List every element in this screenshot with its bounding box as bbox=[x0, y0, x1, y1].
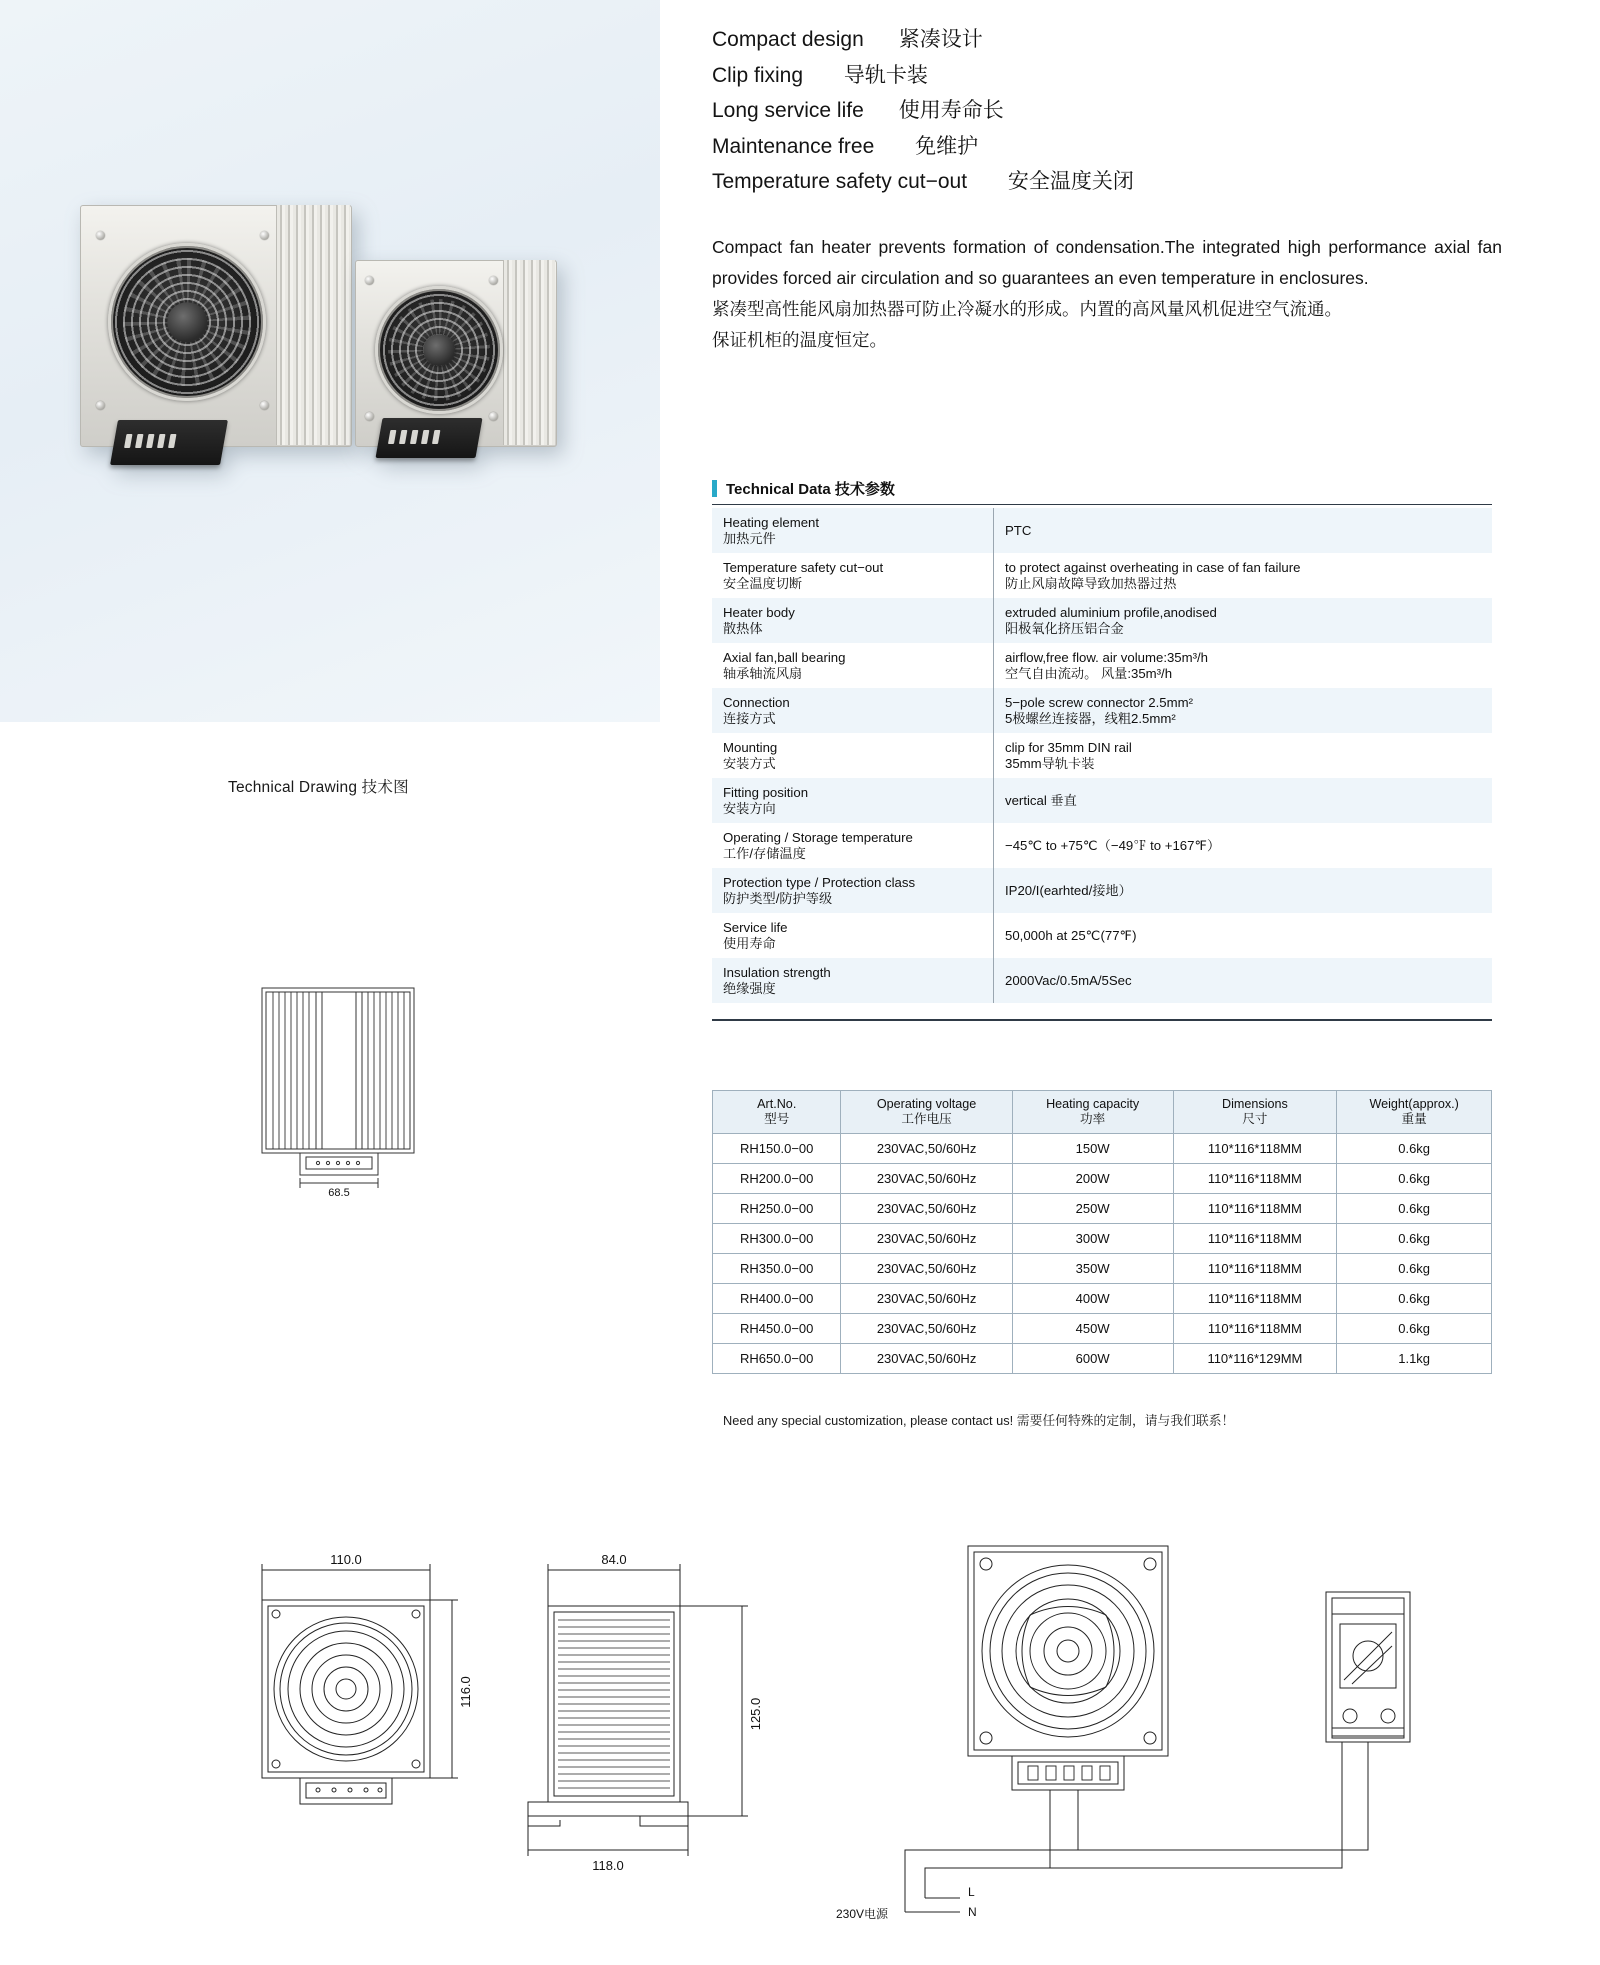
screw-icon bbox=[260, 401, 269, 410]
cell-capacity: 400W bbox=[1012, 1284, 1173, 1314]
tech-value-cn: 阳极氧化挤压铝合金 bbox=[1005, 620, 1124, 636]
tech-key-cn: 防护类型/防护等级 bbox=[723, 890, 833, 906]
column-header-capacity: Heating capacity 功率 bbox=[1012, 1091, 1173, 1134]
feature-item: Compact design 紧凑设计 bbox=[712, 28, 983, 51]
screw-icon bbox=[96, 401, 105, 410]
tech-key bbox=[712, 913, 994, 958]
tech-value bbox=[994, 778, 1493, 823]
wiring-supply-label: 230V电源 bbox=[835, 1907, 888, 1921]
table-row bbox=[713, 1284, 1492, 1314]
table-row bbox=[712, 778, 1492, 823]
tech-value bbox=[994, 868, 1493, 913]
table-row bbox=[712, 688, 1492, 733]
side-depth-label: 118.0 bbox=[592, 1858, 624, 1873]
tech-value bbox=[994, 958, 1493, 1003]
tech-key bbox=[712, 643, 994, 688]
tech-key-cn: 安全温度切断 bbox=[723, 575, 803, 591]
terminal-pins bbox=[388, 430, 440, 444]
tech-value-en: to protect against overheating in case of fan failure bbox=[1005, 560, 1301, 575]
side-height-label: 125.0 bbox=[748, 1697, 763, 1731]
tech-value bbox=[994, 823, 1493, 868]
cell-art-no: RH150.0−00 bbox=[713, 1134, 841, 1164]
tech-key-cn: 轴承轴流风扇 bbox=[723, 665, 803, 681]
tech-value-cn: 防止风扇故障导致加热器过热 bbox=[1005, 575, 1177, 591]
cell-art-no: RH250.0−00 bbox=[713, 1194, 841, 1224]
cell-voltage: 230VAC,50/60Hz bbox=[841, 1284, 1012, 1314]
screw-icon bbox=[96, 231, 105, 240]
cell-voltage: 230VAC,50/60Hz bbox=[841, 1194, 1012, 1224]
cell-art-no: RH450.0−00 bbox=[713, 1314, 841, 1344]
technical-data-title: Technical Data 技术参数 bbox=[726, 481, 895, 498]
table-header-row bbox=[713, 1091, 1492, 1134]
tech-key bbox=[712, 958, 994, 1003]
screw-icon bbox=[260, 231, 269, 240]
product-image-large-heater bbox=[80, 205, 350, 445]
tech-key-cn: 绝缘强度 bbox=[723, 980, 776, 996]
tech-value bbox=[994, 598, 1493, 643]
table-row bbox=[712, 823, 1492, 868]
feature-list bbox=[712, 22, 1512, 200]
tech-key bbox=[712, 598, 994, 643]
cell-weight: 0.6kg bbox=[1337, 1254, 1492, 1284]
cell-dimensions: 110*116*118MM bbox=[1173, 1284, 1337, 1314]
tech-key-en: Heating element bbox=[723, 515, 820, 530]
tech-value bbox=[994, 553, 1493, 598]
tech-key-en: Axial fan,ball bearing bbox=[723, 650, 846, 665]
side-width-label: 84.0 bbox=[601, 1552, 627, 1567]
description-en: Compact fan heater prevents formation of condensation.The integrated high performance axial fan provides forced air circulation and so guarantees an even temperature in enclosures. bbox=[712, 237, 1502, 288]
tech-key-en: Fitting position bbox=[723, 785, 809, 800]
feature-item: Maintenance free 免维护 bbox=[712, 134, 979, 158]
product-photo-panel bbox=[0, 0, 660, 722]
table-row bbox=[713, 1344, 1492, 1374]
tech-value-en: PTC bbox=[1005, 522, 1032, 538]
table-row bbox=[713, 1224, 1492, 1254]
cell-voltage: 230VAC,50/60Hz bbox=[841, 1224, 1012, 1254]
tech-key bbox=[712, 823, 994, 868]
tech-value bbox=[994, 913, 1493, 958]
cell-voltage: 230VAC,50/60Hz bbox=[841, 1314, 1012, 1344]
screw-icon bbox=[365, 276, 374, 285]
cell-weight: 0.6kg bbox=[1337, 1314, 1492, 1344]
feature-item: Temperature safety cut−out 安全温度关闭 bbox=[712, 170, 1134, 193]
cell-voltage: 230VAC,50/60Hz bbox=[841, 1134, 1012, 1164]
terminal-block bbox=[375, 418, 482, 458]
accent-bar-icon bbox=[712, 480, 717, 497]
screw-icon bbox=[489, 412, 498, 421]
side-drawing-width-label: 68.5 bbox=[328, 1187, 350, 1199]
model-table bbox=[712, 1090, 1492, 1374]
column-header-dimensions: Dimensions 尺寸 bbox=[1173, 1091, 1337, 1134]
tech-key bbox=[712, 553, 994, 598]
tech-value-en: vertical 垂直 bbox=[1005, 792, 1077, 808]
tech-key-en: Protection type / Protection class bbox=[723, 875, 916, 890]
table-row bbox=[713, 1134, 1492, 1164]
tech-key-en: Operating / Storage temperature bbox=[723, 830, 913, 845]
description-cn-line1: 紧凑型高性能风扇加热器可防止冷凝水的形成。内置的高风量风机促进空气流通。 bbox=[712, 299, 1342, 319]
tech-key bbox=[712, 868, 994, 913]
tech-key-en: Mounting bbox=[723, 740, 778, 755]
tech-value-cn: 35mm导轨卡装 bbox=[1005, 755, 1095, 771]
customization-note: Need any special customization, please contact us! 需要任何特殊的定制，请与我们联系！ bbox=[723, 1413, 1235, 1428]
tech-value-en: −45℃ to +75℃（−49℉ to +167℉） bbox=[1005, 837, 1221, 853]
terminal-block bbox=[110, 420, 228, 465]
tech-key bbox=[712, 778, 994, 823]
table-row bbox=[713, 1314, 1492, 1344]
wiring-l-label: L bbox=[968, 1885, 975, 1899]
tech-key bbox=[712, 733, 994, 778]
product-image-small-heater bbox=[355, 260, 555, 445]
tech-key-cn: 散热体 bbox=[723, 620, 763, 636]
cell-dimensions: 110*116*118MM bbox=[1173, 1224, 1337, 1254]
table-row bbox=[712, 508, 1492, 553]
tech-value bbox=[994, 643, 1493, 688]
tech-key bbox=[712, 688, 994, 733]
cell-art-no: RH350.0−00 bbox=[713, 1254, 841, 1284]
technical-data-table bbox=[712, 508, 1492, 1003]
heater-fins bbox=[503, 260, 555, 445]
cell-dimensions: 110*116*129MM bbox=[1173, 1344, 1337, 1374]
tech-key-cn: 加热元件 bbox=[723, 530, 776, 546]
terminal-pins bbox=[124, 434, 176, 448]
cell-capacity: 600W bbox=[1012, 1344, 1173, 1374]
cell-weight: 0.6kg bbox=[1337, 1194, 1492, 1224]
tech-value-cn: 空气自由流动。 风量:35m³/h bbox=[1005, 665, 1173, 681]
tech-value bbox=[994, 688, 1493, 733]
table-row bbox=[712, 913, 1492, 958]
tech-value-en: IP20/I(earhted/接地） bbox=[1005, 882, 1132, 898]
table-row bbox=[713, 1194, 1492, 1224]
cell-capacity: 300W bbox=[1012, 1224, 1173, 1254]
cell-capacity: 200W bbox=[1012, 1164, 1173, 1194]
tech-value-en: clip for 35mm DIN rail bbox=[1005, 740, 1132, 755]
cell-weight: 0.6kg bbox=[1337, 1224, 1492, 1254]
screw-icon bbox=[489, 276, 498, 285]
tech-key-cn: 连接方式 bbox=[723, 710, 776, 726]
cell-dimensions: 110*116*118MM bbox=[1173, 1254, 1337, 1284]
table-row bbox=[712, 868, 1492, 913]
tech-value-en: 5−pole screw connector 2.5mm² bbox=[1005, 695, 1194, 710]
feature-item: Clip fixing 导轨卡装 bbox=[712, 63, 928, 87]
fan-icon bbox=[375, 286, 503, 414]
tech-value-en: airflow,free flow. air volume:35m³/h bbox=[1005, 650, 1209, 665]
table-row bbox=[712, 733, 1492, 778]
tech-key-en: Service life bbox=[723, 920, 788, 935]
tech-key-en: Temperature safety cut−out bbox=[723, 560, 884, 575]
dimension-drawings bbox=[0, 1520, 1600, 1960]
cell-voltage: 230VAC,50/60Hz bbox=[841, 1344, 1012, 1374]
table-row bbox=[713, 1254, 1492, 1284]
product-photo-stage bbox=[70, 165, 590, 535]
technical-drawing-caption: Technical Drawing 技术图 bbox=[228, 779, 409, 796]
tech-value bbox=[994, 733, 1493, 778]
cell-weight: 0.6kg bbox=[1337, 1134, 1492, 1164]
column-header-art-no: Art.No. 型号 bbox=[713, 1091, 841, 1134]
table-row bbox=[713, 1164, 1492, 1194]
tech-key-cn: 安装方向 bbox=[723, 800, 776, 816]
side-view-drawing-bottom bbox=[528, 1564, 748, 1856]
front-height-label: 116.0 bbox=[458, 1676, 473, 1708]
tech-key-cn: 使用寿命 bbox=[723, 935, 776, 951]
cell-capacity: 250W bbox=[1012, 1194, 1173, 1224]
tech-key-en: Heater body bbox=[723, 605, 795, 620]
tech-key-en: Connection bbox=[723, 695, 790, 710]
fan-icon bbox=[108, 243, 266, 401]
feature-item: Long service life 使用寿命长 bbox=[712, 99, 1004, 122]
tech-value-cn: 5极螺丝连接器，线粗2.5mm² bbox=[1005, 710, 1176, 726]
cell-art-no: RH400.0−00 bbox=[713, 1284, 841, 1314]
screw-icon bbox=[365, 412, 374, 421]
column-header-voltage: Operating voltage 工作电压 bbox=[841, 1091, 1012, 1134]
cell-weight: 1.1kg bbox=[1337, 1344, 1492, 1374]
tech-key bbox=[712, 508, 994, 553]
table-row bbox=[712, 643, 1492, 688]
technical-data-bottom-rule bbox=[712, 1019, 1492, 1021]
table-row bbox=[712, 553, 1492, 598]
tech-value-en: extruded aluminium profile,anodised bbox=[1005, 605, 1217, 620]
cell-art-no: RH300.0−00 bbox=[713, 1224, 841, 1254]
tech-key-cn: 工作/存储温度 bbox=[723, 845, 806, 861]
front-width-label: 110.0 bbox=[330, 1552, 362, 1567]
technical-data-header bbox=[712, 478, 1492, 505]
column-header-weight: Weight(approx.) 重量 bbox=[1337, 1091, 1492, 1134]
table-row bbox=[712, 958, 1492, 1003]
tech-value-en: 50,000h at 25℃(77℉) bbox=[1005, 927, 1137, 943]
product-description bbox=[712, 232, 1502, 356]
fan-grill bbox=[111, 246, 263, 398]
fan-grill bbox=[378, 289, 500, 411]
wiring-n-label: N bbox=[968, 1905, 977, 1919]
cell-dimensions: 110*116*118MM bbox=[1173, 1164, 1337, 1194]
cell-capacity: 350W bbox=[1012, 1254, 1173, 1284]
cell-dimensions: 110*116*118MM bbox=[1173, 1134, 1337, 1164]
heater-fins bbox=[276, 205, 350, 445]
cell-capacity: 450W bbox=[1012, 1314, 1173, 1344]
tech-value-en: 2000Vac/0.5mA/5Sec bbox=[1005, 972, 1132, 988]
cell-voltage: 230VAC,50/60Hz bbox=[841, 1254, 1012, 1284]
cell-weight: 0.6kg bbox=[1337, 1164, 1492, 1194]
side-view-drawing bbox=[240, 980, 490, 1210]
description-cn-line2: 保证机柜的温度恒定。 bbox=[712, 330, 887, 350]
cell-voltage: 230VAC,50/60Hz bbox=[841, 1164, 1012, 1194]
tech-value bbox=[994, 508, 1493, 553]
front-view-drawing bbox=[262, 1564, 458, 1804]
wiring-diagram bbox=[905, 1546, 1410, 1912]
tech-key-cn: 安装方式 bbox=[723, 755, 776, 771]
cell-capacity: 150W bbox=[1012, 1134, 1173, 1164]
table-row bbox=[712, 598, 1492, 643]
tech-key-en: Insulation strength bbox=[723, 965, 831, 980]
cell-dimensions: 110*116*118MM bbox=[1173, 1314, 1337, 1344]
cell-art-no: RH650.0−00 bbox=[713, 1344, 841, 1374]
cell-dimensions: 110*116*118MM bbox=[1173, 1194, 1337, 1224]
cell-art-no: RH200.0−00 bbox=[713, 1164, 841, 1194]
cell-weight: 0.6kg bbox=[1337, 1284, 1492, 1314]
